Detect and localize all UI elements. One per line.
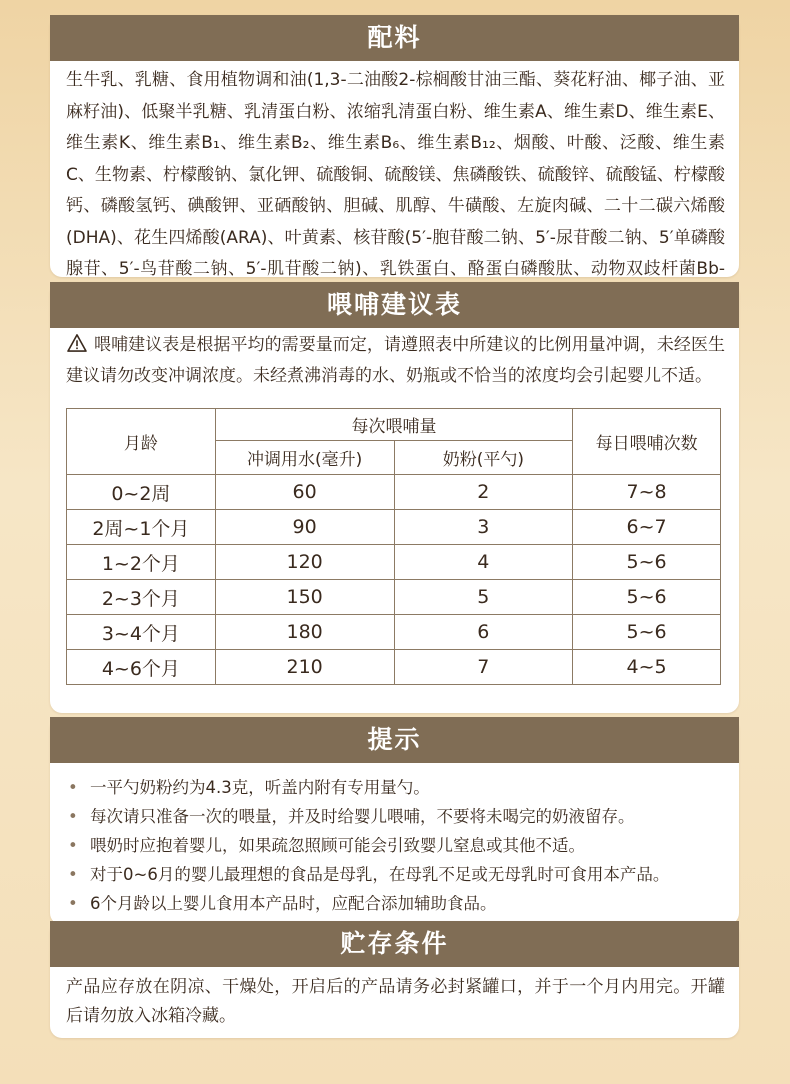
cell-age: 4~6个月 bbox=[67, 650, 216, 685]
table-row bbox=[67, 510, 721, 545]
tips-title: 提示 bbox=[50, 717, 739, 763]
bullet-icon: • bbox=[68, 778, 78, 797]
ingredients-section bbox=[50, 15, 739, 277]
tips-list bbox=[50, 763, 739, 918]
cell-water: 120 bbox=[215, 545, 394, 580]
storage-section bbox=[50, 921, 739, 1038]
cell-age: 2~3个月 bbox=[67, 580, 216, 615]
cell-times: 5~6 bbox=[573, 615, 721, 650]
cell-times: 5~6 bbox=[573, 580, 721, 615]
bullet-icon: • bbox=[68, 894, 78, 913]
cell-powder: 6 bbox=[394, 615, 573, 650]
cell-age: 2周~1个月 bbox=[67, 510, 216, 545]
cell-age: 1~2个月 bbox=[67, 545, 216, 580]
feeding-warning bbox=[50, 328, 739, 400]
list-item bbox=[66, 889, 729, 918]
bullet-icon: • bbox=[68, 836, 78, 855]
header-water: 冲调用水(毫升) bbox=[215, 441, 394, 475]
cell-times: 6~7 bbox=[573, 510, 721, 545]
cell-powder: 5 bbox=[394, 580, 573, 615]
ingredients-text: 生牛乳、乳糖、食用植物调和油(1,3-二油酸2-棕榈酸甘油三酯、葵花籽油、椰子油、亚麻籽油)、低聚半乳糖、乳清蛋白粉、浓缩乳清蛋白粉、维生素A、维生素D、维生素E、维生素K、维生素B₁、维生素B₂、维生素B₆、维生素B₁₂、烟酸、叶酸、泛酸、维生素C、生物素、柠檬酸钠、氯化钾、硫酸铜、硫酸镁、焦磷酸铁、硫酸锌、硫酸锰、柠檬酸钙、磷酸氢钙、碘酸钾、亚硒酸钠、胆碱、肌醇、牛磺酸、左旋肉碱、二十二碳六烯酸(DHA)、花生四烯酸(ARA)、叶黄素、核苷酸(5′-胞苷酸二钠、5′-尿苷酸二钠、5′单磷酸腺苷、5′-鸟苷酸二钠、5′-肌苷酸二钠)、乳铁蛋白、酪蛋白磷酸肽、动物双歧杆菌Bb- bbox=[66, 70, 725, 279]
cell-water: 60 bbox=[215, 475, 394, 510]
cell-water: 180 bbox=[215, 615, 394, 650]
bullet-icon: • bbox=[68, 865, 78, 884]
header-amount: 每次喂哺量 bbox=[215, 409, 572, 441]
feeding-table bbox=[66, 408, 721, 685]
header-age: 月龄 bbox=[67, 409, 216, 475]
list-item bbox=[66, 773, 729, 802]
cell-powder: 2 bbox=[394, 475, 573, 510]
cell-powder: 3 bbox=[394, 510, 573, 545]
cell-times: 4~5 bbox=[573, 650, 721, 685]
table-row bbox=[67, 580, 721, 615]
table-row bbox=[67, 650, 721, 685]
ingredients-title: 配料 bbox=[50, 15, 739, 61]
cell-water: 150 bbox=[215, 580, 394, 615]
cell-age: 3~4个月 bbox=[67, 615, 216, 650]
list-item bbox=[66, 860, 729, 889]
warning-text: 喂哺建议表是根据平均的需要量而定，请遵照表中所建议的比例用量冲调，未经医生建议请勿改变冲调浓度。未经煮沸消毒的水、奶瓶或不恰当的浓度均会引起婴儿不适。 bbox=[66, 335, 725, 386]
feeding-section bbox=[50, 282, 739, 713]
cell-powder: 7 bbox=[394, 650, 573, 685]
cell-water: 210 bbox=[215, 650, 394, 685]
header-times: 每日喂哺次数 bbox=[573, 409, 721, 475]
cell-times: 5~6 bbox=[573, 545, 721, 580]
bullet-icon: • bbox=[68, 807, 78, 826]
table-row bbox=[67, 615, 721, 650]
cell-times: 7~8 bbox=[573, 475, 721, 510]
table-row bbox=[67, 545, 721, 580]
table-row bbox=[67, 475, 721, 510]
tip-text: 一平勺奶粉约为4.3克，听盖内附有专用量勺。 bbox=[90, 778, 430, 797]
header-powder: 奶粉(平勺) bbox=[394, 441, 573, 475]
feeding-title: 喂哺建议表 bbox=[50, 282, 739, 328]
tip-text: 喂奶时应抱着婴儿，如果疏忽照顾可能会引致婴儿窒息或其他不适。 bbox=[90, 836, 585, 855]
tip-text: 每次请只准备一次的喂量，并及时给婴儿喂哺，不要将未喝完的奶液留存。 bbox=[90, 807, 635, 826]
list-item bbox=[66, 802, 729, 831]
cell-powder: 4 bbox=[394, 545, 573, 580]
storage-text: 产品应存放在阴凉、干燥处，开启后的产品请务必封紧罐口，并于一个月内用完。开罐后请勿放入冰箱冷藏。 bbox=[66, 977, 725, 1026]
warning-icon bbox=[66, 334, 88, 352]
cell-age: 0~2周 bbox=[67, 475, 216, 510]
cell-water: 90 bbox=[215, 510, 394, 545]
storage-title: 贮存条件 bbox=[50, 921, 739, 967]
tips-section bbox=[50, 717, 739, 925]
tip-text: 6个月龄以上婴儿食用本产品时，应配合添加辅助食品。 bbox=[90, 894, 497, 913]
list-item bbox=[66, 831, 729, 860]
tip-text: 对于0~6月的婴儿最理想的食品是母乳，在母乳不足或无母乳时可食用本产品。 bbox=[90, 865, 670, 884]
